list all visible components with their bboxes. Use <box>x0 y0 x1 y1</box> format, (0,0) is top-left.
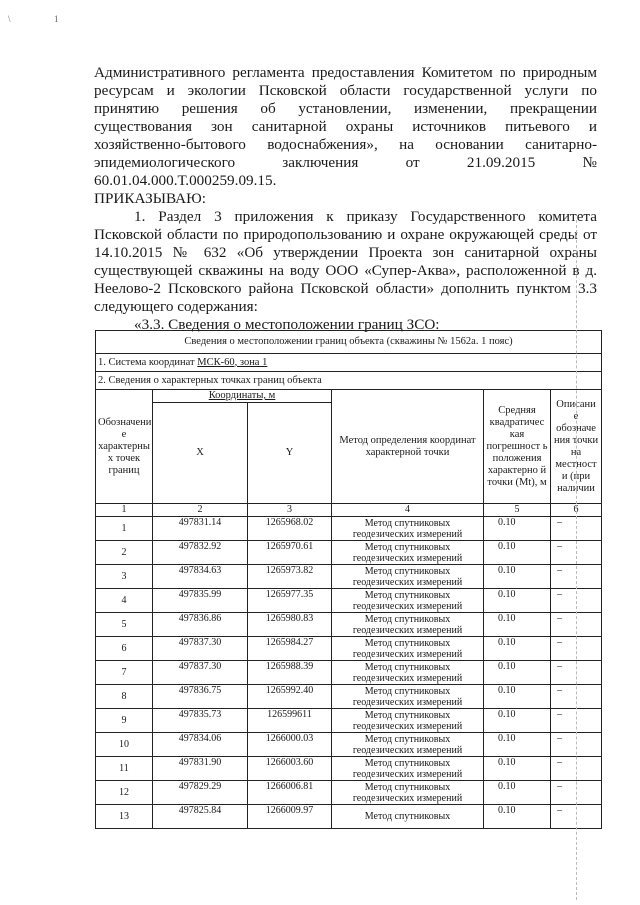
method-cell <box>332 541 484 565</box>
point-number: 7 <box>96 661 153 685</box>
table-row <box>96 709 602 733</box>
error-value: 0.10 <box>484 733 551 757</box>
margin-fold-line <box>576 220 577 900</box>
method-line-2: геодезических измерений <box>352 600 463 612</box>
error-value: 0.10 <box>484 781 551 805</box>
point-description: – <box>551 781 602 805</box>
point-description: – <box>551 661 602 685</box>
table-row <box>96 661 602 685</box>
coord-x: 497829.29 <box>153 781 248 805</box>
point-number: 1 <box>96 517 153 541</box>
point-description: – <box>551 541 602 565</box>
coord-y: 1265970.61 <box>248 541 332 565</box>
section-heading: «3.3. Сведения о местоположении границ ЗСО: <box>134 316 440 333</box>
method-cell <box>332 685 484 709</box>
characteristic-points-row: 2. Сведения о характерных точках границ объекта <box>96 372 602 390</box>
error-value: 0.10 <box>484 805 551 829</box>
coord-y: 1265988.39 <box>248 661 332 685</box>
method-cell <box>332 517 484 541</box>
method-cell <box>332 589 484 613</box>
method-line-2: геодезических измерений <box>352 792 463 804</box>
coord-x: 497825.84 <box>153 805 248 829</box>
coordinate-system-row <box>96 354 602 372</box>
table-row <box>96 637 602 661</box>
coord-y: 1265992.40 <box>248 685 332 709</box>
method-line-2: геодезических измерений <box>352 672 463 684</box>
method-line-1: Метод спутниковых <box>364 613 451 625</box>
error-value: 0.10 <box>484 661 551 685</box>
scan-mark-right: 1 <box>54 14 59 24</box>
table-row <box>96 517 602 541</box>
method-line-1: Метод спутниковых <box>364 637 451 649</box>
col-number: 3 <box>248 504 332 517</box>
method-line-2: геодезических измерений <box>352 648 463 660</box>
paragraph-amendment: 1. Раздел 3 приложения к приказу Государственного комитета Псковской области по природопользованию и охране окружающей среды от 14.10.2015 № 632 «Об утверждении Проекта зон санитарной охраны существующей скважины на воду ООО «Супер-Аква», расположенной в д. Неелово-2 Псковского района Псковской области» дополнить пунктом 3.3 следующего содержания: <box>94 208 597 315</box>
table-row <box>96 589 602 613</box>
point-number: 5 <box>96 613 153 637</box>
table-row <box>96 541 602 565</box>
error-value: 0.10 <box>484 565 551 589</box>
header-coordinates: Координаты, м <box>153 390 332 403</box>
zso-table-wrapper <box>95 330 601 829</box>
point-number: 8 <box>96 685 153 709</box>
coord-x: 497835.99 <box>153 589 248 613</box>
point-number: 11 <box>96 757 153 781</box>
error-value: 0.10 <box>484 517 551 541</box>
coord-y: 1265977.35 <box>248 589 332 613</box>
header-error: Средняя квадратичес кая погрешност ь положения характерно й точки (Mt), м <box>484 390 551 504</box>
method-line-1: Метод спутниковых <box>364 589 451 601</box>
header-description: Описани е обозначе ния точки на местност и (при наличии <box>551 390 602 504</box>
method-line-2: геодезических измерений <box>352 624 463 636</box>
coord-x: 497836.75 <box>153 685 248 709</box>
point-description: – <box>551 565 602 589</box>
header-designation: Обозначени е характерны х точек границ <box>96 390 153 504</box>
table-row <box>96 805 602 829</box>
point-number: 2 <box>96 541 153 565</box>
header-y: Y <box>248 403 332 504</box>
point-description: – <box>551 637 602 661</box>
point-description: – <box>551 757 602 781</box>
point-description: – <box>551 685 602 709</box>
method-line-1: Метод спутниковых <box>364 811 451 822</box>
method-line-2: геодезических измерений <box>352 768 463 780</box>
point-number: 4 <box>96 589 153 613</box>
method-cell <box>332 661 484 685</box>
table-row <box>96 565 602 589</box>
point-number: 10 <box>96 733 153 757</box>
coord-x: 497831.90 <box>153 757 248 781</box>
coord-y: 1266003.60 <box>248 757 332 781</box>
coord-x: 497834.63 <box>153 565 248 589</box>
point-description: – <box>551 805 602 829</box>
col-number: 4 <box>332 504 484 517</box>
method-line-1: Метод спутниковых <box>364 757 451 769</box>
coord-y: 1265973.82 <box>248 565 332 589</box>
coord-y: 1266006.81 <box>248 781 332 805</box>
table-row <box>96 757 602 781</box>
error-value: 0.10 <box>484 757 551 781</box>
coord-x: 497834.06 <box>153 733 248 757</box>
coord-x: 497835.73 <box>153 709 248 733</box>
col-number: 5 <box>484 504 551 517</box>
method-line-2: геодезических измерений <box>352 744 463 756</box>
coord-x: 497837.30 <box>153 637 248 661</box>
method-line-2: геодезических измерений <box>352 552 463 564</box>
method-line-1: Метод спутниковых <box>364 781 451 793</box>
table-row <box>96 613 602 637</box>
method-cell <box>332 733 484 757</box>
method-line-2: геодезических измерений <box>352 696 463 708</box>
coord-y: 1265980.83 <box>248 613 332 637</box>
table-row <box>96 781 602 805</box>
point-description: – <box>551 517 602 541</box>
coord-x: 497837.30 <box>153 661 248 685</box>
scan-mark-left: \ <box>8 14 11 24</box>
coord-x: 497831.14 <box>153 517 248 541</box>
col-number: 6 <box>551 504 602 517</box>
coord-x: 497836.86 <box>153 613 248 637</box>
point-number: 13 <box>96 805 153 829</box>
method-line-1: Метод спутниковых <box>364 565 451 577</box>
method-cell <box>332 757 484 781</box>
point-description: – <box>551 613 602 637</box>
point-description: – <box>551 709 602 733</box>
col-number: 2 <box>153 504 248 517</box>
table-row <box>96 733 602 757</box>
method-cell <box>332 637 484 661</box>
method-line-1: Метод спутниковых <box>364 733 451 745</box>
method-line-2: геодезических измерений <box>352 528 463 540</box>
table-row <box>96 685 602 709</box>
method-line-1: Метод спутниковых <box>364 541 451 553</box>
error-value: 0.10 <box>484 637 551 661</box>
header-x: X <box>153 403 248 504</box>
coord-x: 497832.92 <box>153 541 248 565</box>
point-number: 3 <box>96 565 153 589</box>
zso-boundary-table <box>95 330 602 829</box>
error-value: 0.10 <box>484 709 551 733</box>
method-line-2: геодезических измерений <box>352 720 463 732</box>
method-cell <box>332 805 484 829</box>
point-number: 9 <box>96 709 153 733</box>
method-line-1: Метод спутниковых <box>364 709 451 721</box>
point-number: 12 <box>96 781 153 805</box>
table-body <box>96 517 602 829</box>
paragraph-regulation: Административного регламента предоставления Комитетом по природным ресурсам и экологии Псковской области государственной услуги по принятию решения об установлении, изменении, прекращении существования зон санитарной охраны источников питьевого и хозяйственно-бытового водоснабжения», на основании санитарно-эпидемиологического заключения от 21.09.2015 № 60.01.04.000.Т.000259.09.15. <box>94 64 597 189</box>
method-line-1: Метод спутниковых <box>364 661 451 673</box>
point-description: – <box>551 589 602 613</box>
point-description: – <box>551 733 602 757</box>
method-line-1: Метод спутниковых <box>364 517 451 529</box>
coord-y: 1265968.02 <box>248 517 332 541</box>
coord-y: 1265984.27 <box>248 637 332 661</box>
coord-y: 126599611 <box>248 709 332 733</box>
col-number: 1 <box>96 504 153 517</box>
error-value: 0.10 <box>484 541 551 565</box>
point-number: 6 <box>96 637 153 661</box>
order-word: ПРИКАЗЫВАЮ: <box>94 190 206 207</box>
method-cell <box>332 709 484 733</box>
coordinate-system-value: МСК-60, зона 1 <box>197 356 268 368</box>
error-value: 0.10 <box>484 613 551 637</box>
coord-y: 1266009.97 <box>248 805 332 829</box>
document-body <box>94 64 597 334</box>
method-cell <box>332 613 484 637</box>
method-cell <box>332 781 484 805</box>
method-line-1: Метод спутниковых <box>364 685 451 697</box>
coord-y: 1266000.03 <box>248 733 332 757</box>
table-title: Сведения о местоположении границ объекта (скважины № 1562а. 1 пояс) <box>96 331 602 354</box>
method-line-2: геодезических измерений <box>352 576 463 588</box>
error-value: 0.10 <box>484 685 551 709</box>
header-method: Метод определения координат характерной точки <box>332 390 484 504</box>
error-value: 0.10 <box>484 589 551 613</box>
method-cell <box>332 565 484 589</box>
coordinate-system-label: 1. Система координат <box>98 356 198 368</box>
